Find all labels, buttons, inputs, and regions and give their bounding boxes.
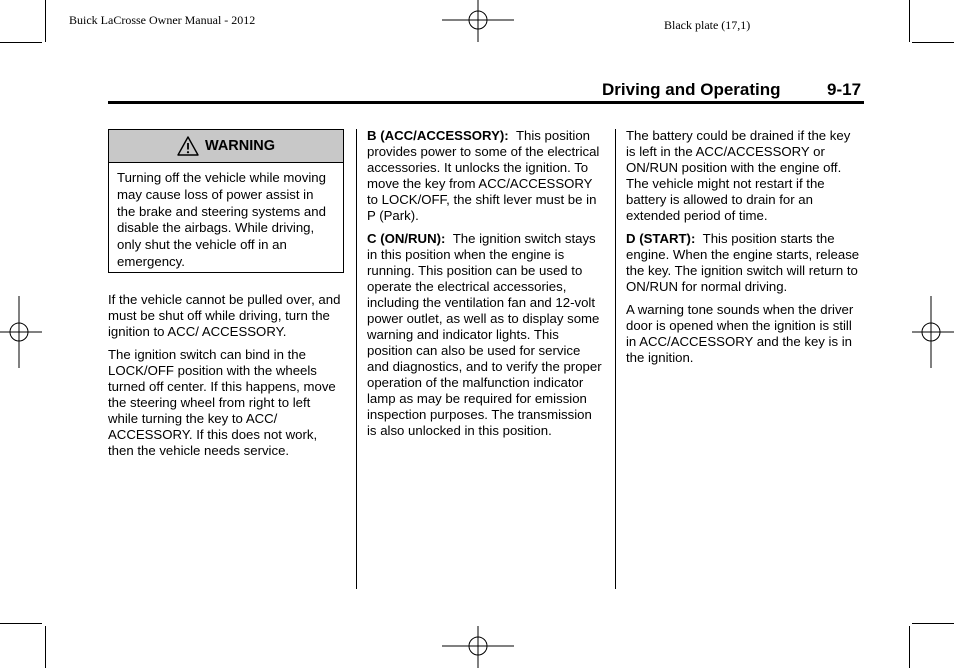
section-header: [602, 80, 862, 100]
warning-text: Turning off the vehicle while moving may cause loss of power assist in the brake and steering systems and disable the airbags. While driving, only shut the vehicle off in an emergency.: [117, 170, 326, 269]
crop-mark: [909, 626, 910, 668]
section-title: Driving and Operating: [602, 80, 781, 99]
column-divider: [615, 129, 616, 589]
column-2: [367, 128, 603, 446]
crop-mark: [45, 626, 46, 668]
term-text: The ignition switch stays in this position when the engine is running. This position can be used to operate the electrical accessories, including the ventilation fan and 12-volt power outlet, as well as to display some warning and indicator lights. This position can also be used for service and diagnostics, and to verify the proper operation of the malfunction indicator lamp as may be required for emission inspection purposes. The transmission is also unlocked in this position.: [367, 231, 602, 438]
term-text: This position starts the engine. When the engine starts, release the key. The ignition switch will return to ON/RUN for normal driving.: [626, 231, 860, 294]
term-label: B (ACC/ACCESSORY):: [367, 128, 509, 143]
warning-icon: [177, 136, 199, 156]
term-text: This position provides power to some of the electrical accessories. It unlocks the ignition. To move the key from ACC/ACCESSORY to LOCK/OFF, the shift lever must be in P (Park).: [367, 128, 600, 223]
warning-label: WARNING: [204, 138, 276, 154]
term-label: D (START):: [626, 231, 696, 246]
crop-mark: [0, 623, 42, 624]
paragraph: [367, 231, 603, 439]
paragraph: If the vehicle cannot be pulled over, and must be shut off while driving, turn the ignition to ACC/ ACCESSORY.: [108, 292, 341, 339]
crop-mark: [0, 42, 42, 43]
paragraph: [626, 231, 862, 295]
paragraph: A warning tone sounds when the driver door is opened when the ignition is still in ACC/ACCESSORY and the key is in the ignition.: [626, 302, 854, 365]
term-label: C (ON/RUN):: [367, 231, 446, 246]
registration-mark-icon: [442, 0, 514, 42]
warning-header: [109, 130, 343, 163]
column-1: [108, 292, 344, 466]
registration-mark-icon: [442, 626, 514, 668]
column-divider: [356, 129, 357, 589]
registration-mark-icon: [912, 296, 954, 368]
plate-label: Black plate (17,1): [664, 18, 751, 32]
manual-title: Buick LaCrosse Owner Manual - 2012: [69, 13, 256, 27]
header-rule: [108, 101, 864, 104]
paragraph: The battery could be drained if the key is left in the ACC/ACCESSORY or ON/RUN position with the engine off. The vehicle might not restart if the battery is allowed to drain for an extended period of time.: [626, 128, 851, 223]
crop-mark: [909, 0, 910, 42]
registration-mark-icon: [0, 296, 42, 368]
crop-mark: [912, 42, 954, 43]
warning-box: [108, 129, 344, 273]
paragraph: The ignition switch can bind in the LOCK/OFF position with the wheels turned off center. If this happens, move the steering wheel from right to left while turning the key to ACC/ ACCESSORY. If this does not work, then the vehicle needs service.: [108, 347, 336, 458]
crop-mark: [45, 0, 46, 42]
column-3: [626, 128, 862, 373]
crop-mark: [912, 623, 954, 624]
page-number: 9-17: [827, 80, 862, 99]
paragraph: [367, 128, 603, 224]
